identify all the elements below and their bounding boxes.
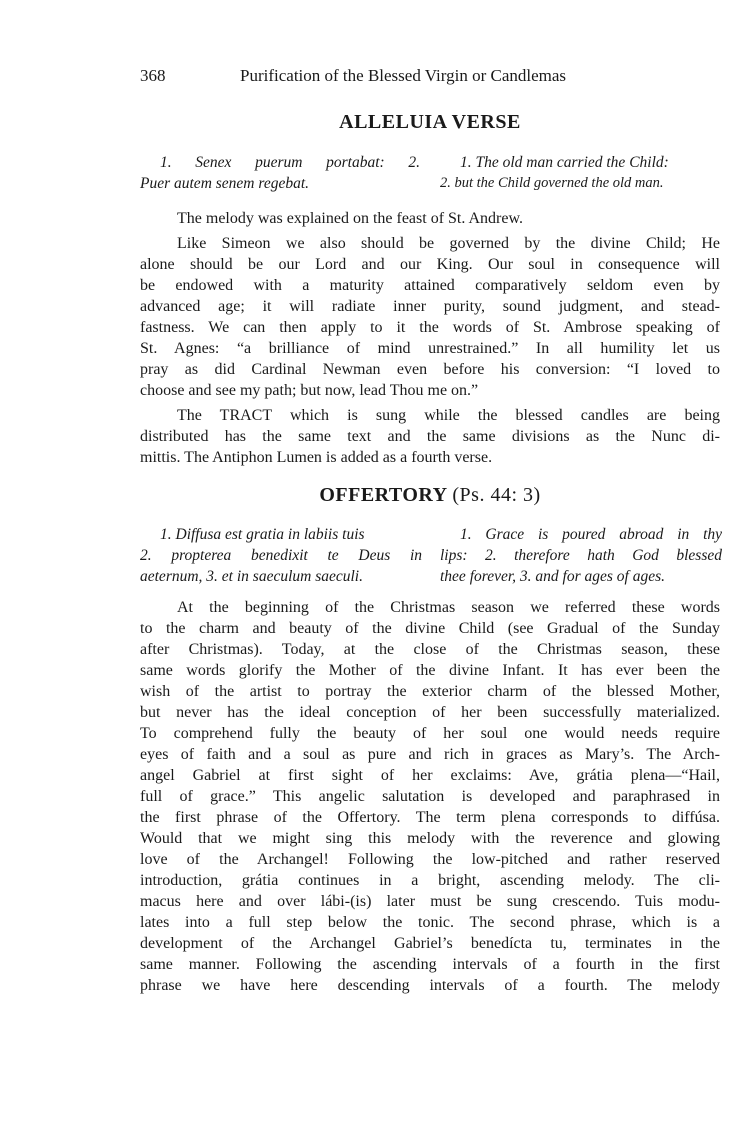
offertory-latin-line: aeternum, 3. et in saeculum saeculi.: [140, 568, 363, 585]
alleluia-latin-line: Puer autem senem regebat.: [140, 175, 310, 192]
alleluia-english: [440, 152, 722, 194]
text-line: same words glorify the Mother of the divine Infant. It has ever been the: [140, 662, 720, 679]
text-line: distributed has the same text and the same divisions as the Nunc di-: [140, 428, 720, 445]
text-line: wish of the artist to portray the exterior charm of the blessed Mother,: [140, 683, 720, 700]
text-line: introduction, grátia continues in a bright, ascending melody. The cli-: [140, 872, 720, 889]
text-line: love of the Archangel! Following the low-pitched and rather reserved: [140, 851, 720, 868]
offertory-reference: (Ps. 44: 3): [452, 484, 541, 506]
text-line: full of grace.” This angelic salutation is developed and paraphrased in: [140, 788, 720, 805]
paragraph-melody-note: [140, 208, 720, 229]
text-line: To comprehend fully the beauty of her soul one would needs require: [140, 725, 720, 742]
text-line: macus here and over lábi-(is) later must be sung crescendo. Tuis modu-: [140, 893, 720, 910]
text-line: mittis. The Antiphon Lumen is added as a fourth verse.: [140, 449, 493, 466]
text-line: advanced age; it will radiate inner purity, sound judgment, and stead-: [140, 298, 720, 315]
text-line: be endowed with a maturity attained comparatively seldom even by: [140, 277, 720, 294]
text-line: but never has the ideal conception of her been successfully materialized.: [140, 704, 720, 721]
text-line: The melody was explained on the feast of St. Andrew.: [177, 210, 523, 227]
alleluia-latin-line: 1. Senex puerum portabat: 2.: [160, 154, 420, 171]
offertory-latin-line: 1. Diffusa est gratia in labiis tuis: [160, 526, 365, 543]
text-line: alone should be our Lord and our King. Our soul in consequence will: [140, 256, 720, 273]
text-line: The TRACT which is sung while the blessed candles are being: [177, 407, 720, 424]
offertory-title: [130, 484, 730, 507]
text-line: same manner. Following the ascending intervals of a fourth in the first: [140, 956, 720, 973]
text-line: pray as did Cardinal Newman even before his conversion: “I loved to: [140, 361, 720, 378]
text-line: St. Agnes: “a brilliance of mind unrestrained.” In all humility let us: [140, 340, 720, 357]
offertory-english-line: 1. Grace is poured abroad in thy: [460, 526, 722, 543]
offertory-title-text: OFFERTORY: [319, 484, 447, 506]
alleluia-english-line: 1. The old man carried the Child:: [460, 154, 669, 171]
alleluia-latin: [140, 152, 420, 194]
text-line: the first phrase of the Offertory. The term plena corresponds to diffúsa.: [140, 809, 720, 826]
text-line: after Christmas). Today, at the close of the Christmas season, these: [140, 641, 720, 658]
paragraph-tract: [140, 405, 720, 468]
text-line: to the charm and beauty of the divine Child (see Gradual of the Sunday: [140, 620, 720, 637]
text-line: lates into a full step below the tonic. The second phrase, which is a: [140, 914, 720, 931]
text-line: phrase we have here descending intervals of a fourth. The melody: [140, 977, 720, 994]
offertory-english-line: lips: 2. therefore hath God blessed: [440, 547, 722, 564]
alleluia-english-line: 2. but the Child governed the old man.: [440, 175, 664, 191]
text-line: development of the Archangel Gabriel’s benedícta tu, terminates in the: [140, 935, 720, 952]
offertory-english: [440, 524, 722, 587]
text-line: fastness. We can then apply to it the words of St. Ambrose speaking of: [140, 319, 720, 336]
paragraph-offertory-commentary: [140, 597, 720, 996]
text-line: angel Gabriel at first sight of her exclaims: Ave, grátia plena—“Hail,: [140, 767, 720, 784]
offertory-english-line: thee forever, 3. and for ages of ages.: [440, 568, 665, 585]
text-line: eyes of faith and a soul as pure and rich in graces as Mary’s. The Arch-: [140, 746, 720, 763]
text-line: At the beginning of the Christmas season we referred these words: [177, 599, 720, 616]
paragraph-simeon: [140, 233, 720, 401]
offertory-latin: [140, 524, 422, 587]
offertory-latin-line: 2. propterea benedixit te Deus in: [140, 547, 422, 564]
text-line: choose and see my path; but now, lead Thou me on.”: [140, 382, 479, 399]
page-number: 368: [140, 66, 166, 85]
running-title: Purification of the Blessed Virgin or Candlemas: [240, 66, 567, 85]
text-line: Would that we might sing this melody with the reverence and glowing: [140, 830, 720, 847]
alleluia-title: ALLELUIA VERSE: [339, 111, 521, 133]
text-line: Like Simeon we also should be governed by the divine Child; He: [177, 235, 720, 252]
